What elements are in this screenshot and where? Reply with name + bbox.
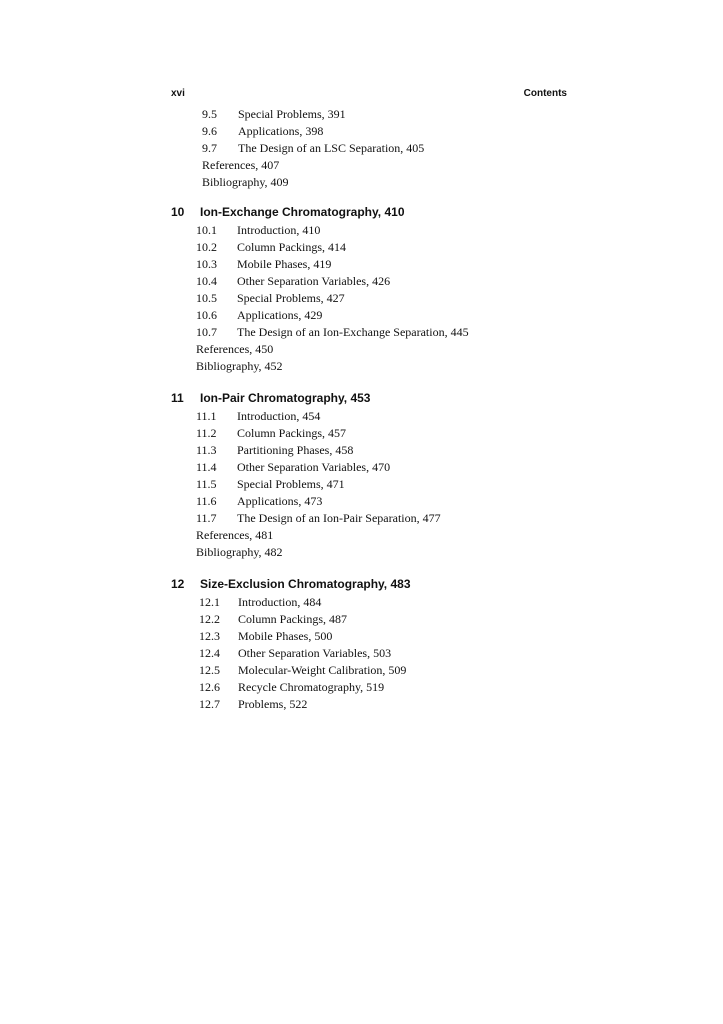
section-title: Column Packings, 457 — [237, 426, 347, 440]
section-title: Special Problems, 427 — [237, 291, 345, 305]
section-title: The Design of an Ion-Pair Separation, 477 — [237, 511, 441, 525]
section-title: The Design of an LSC Separation, 405 — [238, 141, 425, 155]
chapter-11 — [171, 390, 591, 561]
section-number: 11.3 — [196, 443, 217, 457]
toc-bibliography: Bibliography, 409 — [202, 175, 289, 189]
section-number: 9.6 — [202, 124, 217, 138]
section-number: 12.1 — [199, 595, 220, 609]
toc-entry — [196, 476, 591, 493]
section-number: 10.6 — [196, 308, 217, 322]
section-number: 10.3 — [196, 257, 217, 271]
section-number: 11.2 — [196, 426, 217, 440]
toc-entry — [202, 123, 424, 140]
section-title: Mobile Phases, 419 — [237, 257, 332, 271]
chapter-heading — [171, 390, 591, 407]
toc-entry — [199, 594, 591, 611]
section-number: 10.5 — [196, 291, 217, 305]
toc-entry — [196, 222, 591, 239]
section-title: Problems, 522 — [238, 697, 308, 711]
toc-entry — [196, 239, 591, 256]
toc-entry — [196, 256, 591, 273]
section-title: Column Packings, 487 — [238, 612, 348, 626]
section-title: Introduction, 484 — [238, 595, 322, 609]
chapter-heading — [171, 204, 591, 221]
toc-entry — [202, 106, 424, 123]
section-title: Column Packings, 414 — [237, 240, 347, 254]
toc-bibliography: Bibliography, 482 — [196, 545, 283, 559]
chapter-title: Ion-Pair Chromatography, 453 — [200, 391, 371, 405]
section-number: 9.7 — [202, 141, 217, 155]
section-title: Introduction, 410 — [237, 223, 321, 237]
section-title: Special Problems, 391 — [238, 107, 346, 121]
toc-bibliography: Bibliography, 452 — [196, 359, 283, 373]
section-number: 10.2 — [196, 240, 217, 254]
chapter-9-continuation — [202, 106, 424, 191]
section-number: 10.4 — [196, 274, 217, 288]
section-number: 12.2 — [199, 612, 220, 626]
toc-entry — [199, 662, 591, 679]
section-number: 11.1 — [196, 409, 217, 423]
toc-entry — [196, 442, 591, 459]
section-title: Other Separation Variables, 503 — [238, 646, 392, 660]
chapter-number: 10 — [171, 205, 185, 219]
section-title: Introduction, 454 — [237, 409, 321, 423]
section-title: Applications, 398 — [238, 124, 324, 138]
section-number: 10.1 — [196, 223, 217, 237]
toc-references: References, 481 — [196, 528, 274, 542]
toc-entry — [196, 459, 591, 476]
running-title: Contents — [523, 88, 567, 99]
section-title: Other Separation Variables, 426 — [237, 274, 391, 288]
chapter-heading — [171, 576, 591, 593]
section-title: Other Separation Variables, 470 — [237, 460, 391, 474]
section-number: 11.4 — [196, 460, 217, 474]
toc-references: References, 407 — [202, 158, 280, 172]
section-title: Molecular-Weight Calibration, 509 — [238, 663, 407, 677]
toc-entry — [196, 510, 591, 527]
toc-references: References, 450 — [196, 342, 274, 356]
section-number: 11.6 — [196, 494, 217, 508]
toc-entry — [196, 493, 591, 510]
section-number: 12.7 — [199, 697, 220, 711]
chapter-entries — [199, 594, 591, 713]
running-head — [171, 88, 567, 102]
section-number: 9.5 — [202, 107, 217, 121]
section-number: 11.5 — [196, 477, 217, 491]
chapter-number: 12 — [171, 577, 185, 591]
toc-entry — [199, 611, 591, 628]
section-title: Applications, 473 — [237, 494, 323, 508]
page-number: xvi — [171, 88, 185, 99]
toc-entry — [199, 628, 591, 645]
section-number: 12.3 — [199, 629, 220, 643]
section-number: 12.4 — [199, 646, 220, 660]
toc-entry — [202, 140, 424, 157]
chapter-entries — [196, 222, 591, 375]
section-title: Special Problems, 471 — [237, 477, 345, 491]
chapter-entries — [196, 408, 591, 561]
section-title: Partitioning Phases, 458 — [237, 443, 354, 457]
section-title: Mobile Phases, 500 — [238, 629, 333, 643]
toc-entry — [199, 645, 591, 662]
toc-entry — [196, 425, 591, 442]
section-number: 10.7 — [196, 325, 217, 339]
toc-entry — [196, 307, 591, 324]
section-title: The Design of an Ion-Exchange Separation, 445 — [237, 325, 469, 339]
section-title: Applications, 429 — [237, 308, 323, 322]
toc-entry — [196, 273, 591, 290]
chapter-title: Size-Exclusion Chromatography, 483 — [200, 577, 411, 591]
section-title: Recycle Chromatography, 519 — [238, 680, 385, 694]
chapter-title: Ion-Exchange Chromatography, 410 — [200, 205, 405, 219]
chapter-12 — [171, 576, 591, 713]
chapter-number: 11 — [171, 391, 184, 405]
toc-entry — [199, 696, 591, 713]
section-number: 12.6 — [199, 680, 220, 694]
section-number: 12.5 — [199, 663, 220, 677]
toc-entry — [199, 679, 591, 696]
toc-entry — [196, 408, 591, 425]
toc-entry — [196, 324, 591, 341]
section-number: 11.7 — [196, 511, 217, 525]
toc-entry — [196, 290, 591, 307]
chapter-10 — [171, 204, 591, 375]
